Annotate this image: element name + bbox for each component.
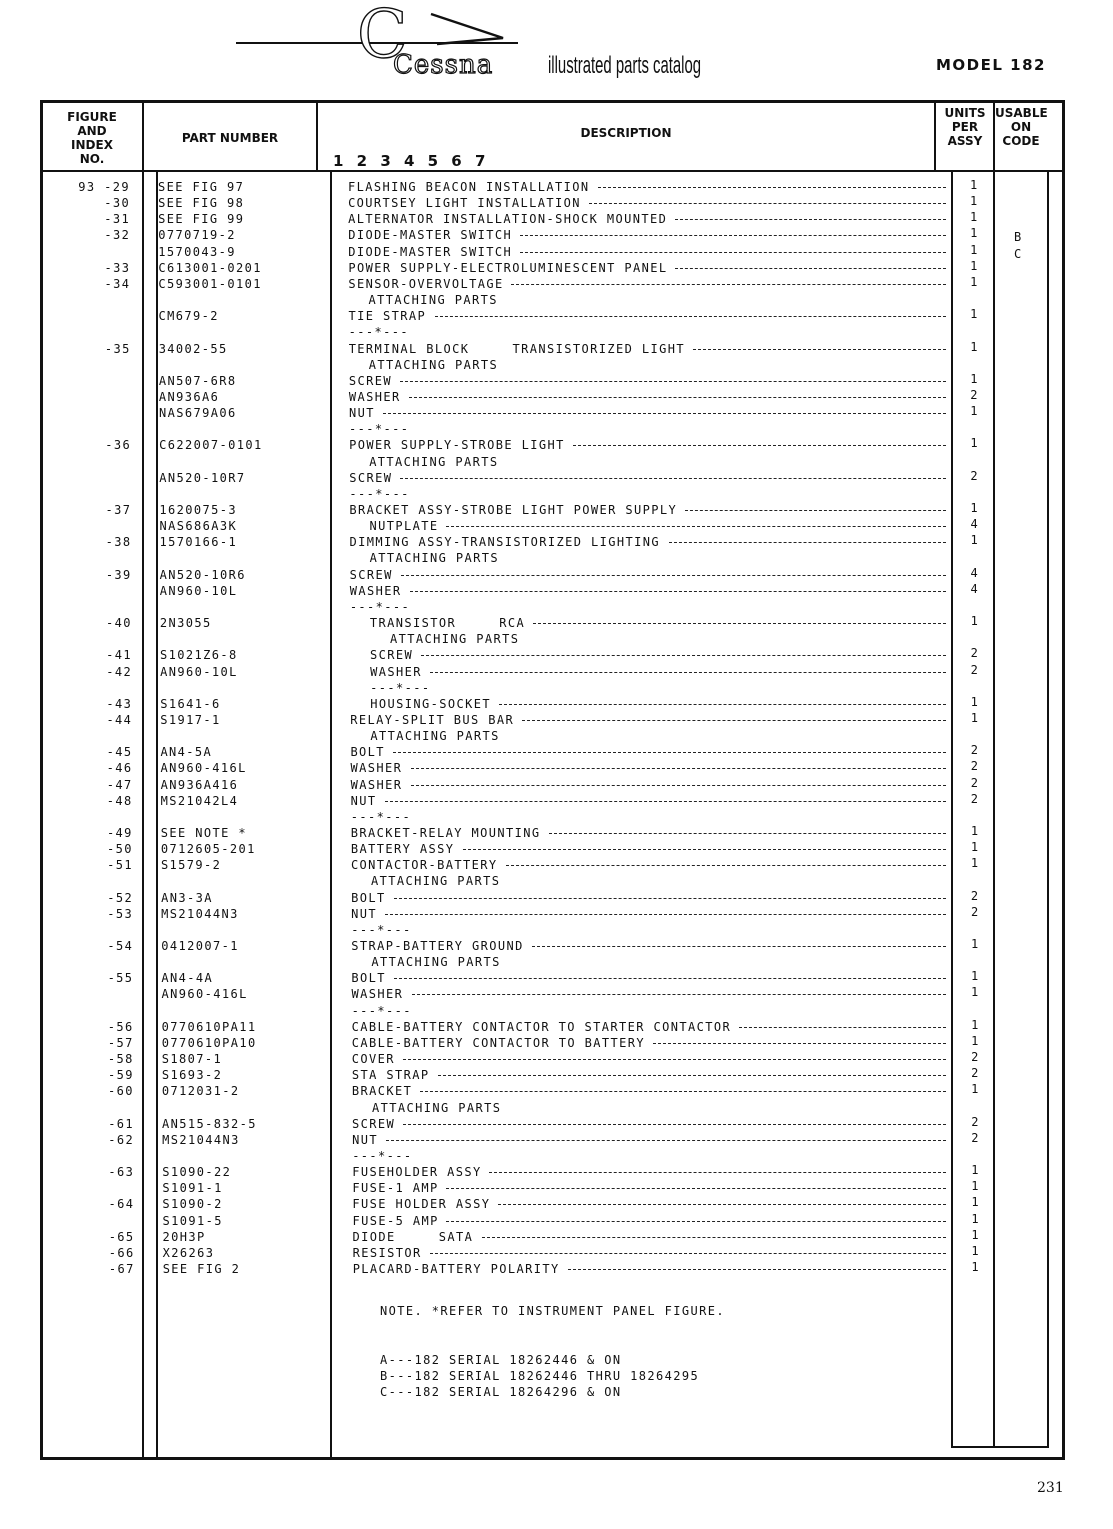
leader-dashes (693, 349, 946, 350)
description-cell: SCREW (348, 374, 392, 388)
column-divider (330, 172, 332, 1460)
description-cell: RESISTOR (352, 1246, 422, 1260)
cessna-swoosh-icon (425, 8, 520, 48)
part-number-cell: 1570043-9 (158, 245, 236, 259)
description-cell: DIODE SATA (352, 1230, 474, 1244)
description-cell: ---*--- (352, 1149, 413, 1163)
leader-dashes (421, 655, 946, 656)
leader-dashes (675, 268, 946, 269)
leader-dashes (400, 381, 946, 382)
units-cell: 1 (971, 1260, 981, 1274)
units-cell: 1 (970, 436, 979, 450)
units-cell: 1 (970, 856, 980, 870)
units-cell: 2 (970, 743, 980, 757)
description-cell: FUSE-1 AMP (352, 1181, 439, 1195)
column-divider (142, 100, 144, 1460)
part-number-cell: C613001-0201 (158, 261, 262, 275)
part-number-cell: 0770610PA11 (161, 1020, 257, 1034)
description-cell: POWER SUPPLY-ELECTROLUMINESCENT PANEL (348, 261, 668, 275)
leader-dashes (430, 672, 946, 673)
description-cell: ---*--- (349, 600, 411, 614)
description-cell: BRACKET-RELAY MOUNTING (350, 826, 541, 840)
description-cell: CONTACTOR-BATTERY (350, 858, 498, 872)
units-cell: 1 (970, 840, 980, 854)
leader-dashes (435, 316, 946, 317)
leader-dashes (499, 704, 946, 705)
figure-index-cell: -48 (106, 794, 133, 808)
leader-dashes (669, 542, 946, 543)
units-cell: 2 (970, 469, 979, 483)
description-cell: BRACKET (351, 1084, 413, 1098)
leader-dashes (386, 1140, 946, 1141)
description-cell: SENSOR-OVERVOLTAGE (348, 277, 504, 291)
description-cell: WASHER (351, 987, 404, 1001)
leader-dashes (573, 445, 946, 446)
description-cell: ATTACHING PARTS (371, 874, 501, 888)
description-cell: NUT (352, 1133, 378, 1147)
units-cell: 2 (971, 1050, 980, 1064)
description-cell: SCREW (370, 648, 414, 662)
units-cell: 2 (970, 663, 980, 677)
description-cell: DIODE-MASTER SWITCH (348, 228, 513, 242)
description-cell: ATTACHING PARTS (368, 358, 499, 372)
description-cell: BOLT (351, 891, 386, 905)
description-cell: BATTERY ASSY (350, 842, 455, 856)
note-text: NOTE. *REFER TO INSTRUMENT PANEL FIGURE. (380, 1304, 725, 1318)
description-cell: DIMMING ASSY-TRANSISTORIZED LIGHTING (349, 535, 661, 549)
serial-code-c: C---182 SERIAL 18264296 & ON (380, 1385, 622, 1399)
col-header-units-per-assy: UNITS PER ASSY (944, 106, 986, 148)
leader-dashes (411, 768, 946, 769)
description-cell: ---*--- (349, 487, 410, 501)
description-cell: BOLT (351, 971, 386, 985)
figure-index-cell: -57 (107, 1036, 134, 1050)
column-divider (934, 100, 936, 172)
units-cell: 2 (970, 889, 980, 903)
description-cell: DIODE-MASTER SWITCH (348, 245, 513, 259)
leader-dashes (522, 720, 946, 721)
catalog-title: illustrated parts catalog (548, 52, 702, 79)
leader-dashes (463, 849, 946, 850)
part-number-cell: AN520-10R7 (159, 471, 246, 485)
part-number-cell: 20H3P (162, 1230, 206, 1244)
units-cell: 1 (971, 1179, 980, 1193)
cessna-logo: C (357, 0, 408, 73)
description-cell: SCREW (352, 1117, 396, 1131)
units-cell: 1 (970, 178, 979, 192)
units-cell: 1 (970, 226, 979, 240)
leader-dashes (411, 785, 946, 786)
part-number-cell: 2N3055 (159, 616, 212, 630)
description-cell: ---*--- (370, 681, 431, 695)
part-number-cell: X26263 (162, 1246, 215, 1260)
part-number-cell: AN960-10L (159, 584, 238, 598)
leader-dashes (410, 591, 946, 592)
part-number-cell: AN960-416L (161, 987, 248, 1001)
part-number-cell: AN515-832-5 (162, 1117, 257, 1131)
leader-dashes (394, 978, 946, 979)
description-cell: WASHER (350, 761, 403, 775)
leader-dashes (403, 1124, 946, 1125)
units-cell: 4 (970, 566, 980, 580)
part-number-cell: MS21042L4 (160, 794, 239, 808)
page-number: 231 (1037, 1480, 1064, 1496)
part-number-cell: AN936A6 (158, 390, 220, 404)
leader-dashes (532, 946, 946, 947)
description-cell: TRANSISTOR RCA (369, 616, 526, 630)
figure-index-cell: -40 (106, 616, 132, 630)
units-cell: 1 (970, 533, 980, 547)
part-number-cell: C593001-0101 (158, 277, 262, 291)
part-number-cell: S1090-2 (162, 1197, 223, 1211)
header-divider (40, 170, 1065, 172)
units-cell: 1 (970, 501, 980, 515)
description-cell: COVER (351, 1052, 395, 1066)
part-number-cell: 0770610PA10 (161, 1036, 257, 1050)
figure-index-cell: -47 (106, 778, 133, 792)
figure-index-cell: -60 (108, 1084, 134, 1098)
figure-index-cell: -64 (108, 1197, 135, 1211)
units-cell: 1 (970, 937, 980, 951)
description-cell: STA STRAP (351, 1068, 430, 1082)
units-cell: 1 (970, 614, 980, 628)
description-cell: RELAY-SPLIT BUS BAR (350, 713, 515, 727)
part-number-cell: 0412007-1 (161, 939, 239, 953)
figure-index-cell: -33 (104, 261, 131, 275)
description-cell: WASHER (350, 778, 403, 792)
description-cell: NUT (348, 406, 375, 420)
units-cell: 1 (971, 1212, 980, 1226)
description-cell: ATTACHING PARTS (371, 955, 501, 969)
units-cell: 1 (970, 307, 979, 321)
figure-index-cell: -58 (107, 1052, 134, 1066)
part-number-cell: AN4-5A (160, 745, 213, 759)
units-cell: 1 (971, 1163, 980, 1177)
leader-dashes (739, 1027, 946, 1028)
description-cell: PLACARD-BATTERY POLARITY (352, 1262, 560, 1276)
figure-index-cell: -35 (104, 342, 131, 356)
part-number-cell: SEE FIG 2 (162, 1262, 241, 1276)
part-number-cell: S1021Z6-8 (160, 648, 238, 662)
figure-index-cell: -36 (105, 438, 132, 452)
leader-dashes (675, 219, 946, 220)
units-cell: 1 (971, 985, 980, 999)
usable-code-cell: C (1014, 247, 1023, 261)
leader-dashes (685, 510, 946, 511)
leader-dashes (420, 1091, 946, 1092)
leader-dashes (533, 623, 946, 624)
part-number-cell: AN507-6R8 (158, 374, 237, 388)
description-cell: NUT (351, 907, 378, 921)
description-cell: ATTACHING PARTS (369, 551, 499, 565)
part-number-cell: AN936A416 (160, 778, 239, 792)
description-cell: CABLE-BATTERY CONTACTOR TO STARTER CONTACTOR (351, 1020, 732, 1034)
part-number-cell: SEE FIG 99 (158, 212, 245, 226)
part-number-cell: AN3-3A (161, 891, 213, 905)
column-divider (156, 172, 158, 1460)
part-number-cell: MS21044N3 (161, 907, 239, 921)
description-cell: WASHER (348, 390, 401, 404)
figure-index-cell: -59 (107, 1068, 134, 1082)
figure-index-cell: -45 (106, 745, 133, 759)
leader-dashes (385, 801, 946, 802)
description-cell: TIE STRAP (348, 309, 427, 323)
part-number-cell: S1917-1 (160, 713, 221, 727)
leader-dashes (400, 478, 946, 479)
figure-index-cell: -65 (108, 1230, 135, 1244)
leader-dashes (438, 1075, 946, 1076)
leader-dashes (403, 1059, 946, 1060)
leader-dashes (385, 914, 946, 915)
leader-dashes (506, 865, 946, 866)
figure-index-cell: -42 (106, 665, 133, 679)
units-cell: 2 (970, 388, 979, 402)
units-cell: 2 (971, 1066, 980, 1080)
description-cell: COURTSEY LIGHT INSTALLATION (348, 196, 581, 210)
brand-name: Cessna (393, 50, 494, 80)
units-cell: 1 (970, 404, 979, 418)
column-divider (1047, 172, 1049, 1448)
units-cell: 1 (970, 711, 980, 725)
figure-index-cell: -66 (108, 1246, 135, 1260)
description-cell: ---*--- (348, 325, 409, 339)
units-cell: 1 (971, 1082, 980, 1096)
part-number-cell: AN960-10L (160, 665, 238, 679)
figure-index-cell: -54 (107, 939, 134, 953)
figure-index-cell: -43 (106, 697, 133, 711)
description-cell: ---*--- (349, 422, 410, 436)
units-cell: 4 (970, 582, 980, 596)
units-cell: 1 (970, 259, 979, 273)
part-number-cell: 1620075-3 (159, 503, 238, 517)
units-cell: 1 (970, 340, 979, 354)
part-number-cell: S1091-5 (162, 1214, 223, 1228)
units-cell: 2 (970, 646, 980, 660)
part-number-cell: AN520-10R6 (159, 568, 246, 582)
units-cell: 1 (970, 695, 980, 709)
bottom-divider (951, 1446, 1049, 1448)
part-number-cell: S1090-22 (162, 1165, 232, 1179)
units-cell: 4 (970, 517, 980, 531)
leader-dashes (446, 1188, 946, 1189)
figure-index-cell: -63 (108, 1165, 135, 1179)
figure-index-cell: -41 (106, 648, 133, 662)
figure-index-cell: -44 (106, 713, 133, 727)
units-cell: 2 (970, 905, 980, 919)
figure-index-cell: -53 (107, 907, 134, 921)
leader-dashes (549, 833, 946, 834)
units-cell: 1 (971, 969, 980, 983)
units-cell: 1 (970, 210, 979, 224)
figure-index-cell: -31 (104, 212, 131, 226)
part-number-cell: SEE FIG 97 (158, 180, 245, 194)
description-cell: ---*--- (351, 1004, 412, 1018)
figure-index-cell: -67 (108, 1262, 135, 1276)
units-cell: 2 (971, 1115, 980, 1129)
leader-dashes (498, 1204, 946, 1205)
figure-index-cell: -61 (108, 1117, 135, 1131)
figure-index-cell: -51 (107, 858, 133, 872)
part-number-cell: C622007-0101 (159, 438, 263, 452)
part-number-cell: S1579-2 (160, 858, 222, 872)
part-number-cell: NAS686A3K (159, 519, 238, 533)
part-number-cell: NAS679A06 (158, 406, 237, 420)
figure-index-cell: -52 (107, 891, 134, 905)
part-number-cell: S1807-1 (161, 1052, 223, 1066)
model-label: MODEL 182 (936, 56, 1046, 74)
description-cell: FUSEHOLDER ASSY (352, 1165, 482, 1179)
units-cell: 1 (970, 372, 979, 386)
indent-level-digits: 1 2 3 4 5 6 7 (333, 152, 490, 170)
units-cell: 2 (971, 1131, 980, 1145)
leader-dashes (394, 898, 946, 899)
description-cell: ATTACHING PARTS (368, 293, 498, 307)
description-cell: ---*--- (351, 923, 412, 937)
leader-dashes (430, 1253, 946, 1254)
part-number-cell: SEE FIG 98 (158, 196, 245, 210)
column-divider (951, 172, 953, 1448)
units-cell: 1 (970, 275, 979, 289)
serial-code-b: B---182 SERIAL 18262446 THRU 18264295 (380, 1369, 700, 1383)
leader-dashes (409, 397, 946, 398)
part-number-cell: CM679-2 (158, 309, 219, 323)
units-cell: 1 (971, 1195, 980, 1209)
description-cell: FLASHING BEACON INSTALLATION (348, 180, 590, 194)
part-number-cell: 0770719-2 (158, 228, 236, 242)
description-cell: STRAP-BATTERY GROUND (351, 939, 524, 953)
leader-dashes (511, 284, 946, 285)
description-cell: NUT (350, 794, 377, 808)
col-header-description: DESCRIPTION (580, 126, 672, 140)
part-number-cell: 34002-55 (158, 342, 228, 356)
part-number-cell: AN960-416L (160, 761, 247, 775)
description-cell: FUSE HOLDER ASSY (352, 1197, 491, 1211)
col-header-figure-index: FIGURE AND INDEX NO. (67, 110, 117, 166)
description-cell: HOUSING-SOCKET (370, 697, 491, 711)
description-cell: TERMINAL BLOCK TRANSISTORIZED LIGHT (348, 342, 686, 356)
units-cell: 1 (970, 194, 979, 208)
figure-index-cell: -38 (105, 535, 132, 549)
description-cell: WASHER (370, 665, 422, 679)
leader-dashes (653, 1043, 946, 1044)
usable-code-cell: B (1014, 230, 1023, 244)
units-cell: 2 (970, 792, 980, 806)
description-cell: BOLT (350, 745, 385, 759)
figure-index-cell: -49 (106, 826, 133, 840)
leader-dashes (520, 252, 946, 253)
leader-dashes (568, 1269, 946, 1270)
figure-index-cell: -37 (105, 503, 132, 517)
description-cell: CABLE-BATTERY CONTACTOR TO BATTERY (351, 1036, 645, 1050)
description-cell: ---*--- (350, 810, 412, 824)
part-number-cell: S1091-1 (162, 1181, 223, 1195)
part-number-cell: MS21044N3 (162, 1133, 240, 1147)
description-cell: NUTPLATE (369, 519, 439, 533)
leader-dashes (446, 526, 946, 527)
part-number-cell: 1570166-1 (159, 535, 238, 549)
figure-index-cell: -34 (104, 277, 131, 291)
description-cell: BRACKET ASSY-STROBE LIGHT POWER SUPPLY (349, 503, 678, 517)
leader-dashes (383, 413, 946, 414)
description-cell: ALTERNATOR INSTALLATION-SHOCK MOUNTED (348, 212, 668, 226)
figure-index-cell: -30 (104, 196, 131, 210)
leader-dashes (589, 203, 946, 204)
part-number-cell: 0712031-2 (161, 1084, 240, 1098)
serial-code-a: A---182 SERIAL 18262446 & ON (380, 1353, 622, 1367)
figure-index-cell: 93 -29 (78, 180, 130, 194)
col-header-usable-on-code: USABLE ON CODE (995, 106, 1048, 148)
leader-dashes (520, 235, 946, 236)
col-header-part-number: PART NUMBER (181, 131, 279, 145)
part-number-cell: S1641-6 (160, 697, 221, 711)
units-cell: 1 (970, 824, 980, 838)
units-cell: 2 (970, 759, 980, 773)
figure-index-cell: -56 (107, 1020, 134, 1034)
figure-index-cell: -50 (107, 842, 133, 856)
leader-dashes (598, 187, 946, 188)
units-cell: 1 (971, 1018, 980, 1032)
figure-index-cell: -55 (107, 971, 134, 985)
leader-dashes (412, 994, 946, 995)
figure-index-cell: -32 (104, 228, 131, 242)
leader-dashes (446, 1221, 946, 1222)
description-cell: ATTACHING PARTS (371, 1101, 502, 1115)
units-cell: 2 (970, 776, 980, 790)
leader-dashes (482, 1237, 946, 1238)
part-number-cell: 0712605-201 (160, 842, 256, 856)
part-number-cell: AN4-4A (161, 971, 214, 985)
column-divider (316, 100, 318, 172)
description-cell: SCREW (349, 568, 393, 582)
leader-dashes (393, 752, 946, 753)
figure-index-cell: -62 (108, 1133, 135, 1147)
units-cell: 1 (971, 1034, 980, 1048)
description-cell: WASHER (349, 584, 402, 598)
leader-dashes (489, 1172, 946, 1173)
column-divider (993, 100, 995, 1448)
description-cell: ATTACHING PARTS (369, 455, 499, 469)
figure-index-cell: -46 (106, 761, 133, 775)
units-cell: 1 (971, 1244, 980, 1258)
part-number-cell: SEE NOTE * (160, 826, 248, 840)
leader-dashes (401, 575, 946, 576)
description-cell: FUSE-5 AMP (352, 1214, 439, 1228)
part-number-cell: S1693-2 (161, 1068, 223, 1082)
description-cell: POWER SUPPLY-STROBE LIGHT (349, 438, 565, 452)
units-cell: 1 (970, 243, 979, 257)
description-cell: ATTACHING PARTS (389, 632, 520, 646)
description-cell: SCREW (349, 471, 393, 485)
units-cell: 1 (971, 1228, 980, 1242)
figure-index-cell: -39 (105, 568, 132, 582)
description-cell: ATTACHING PARTS (370, 729, 500, 743)
